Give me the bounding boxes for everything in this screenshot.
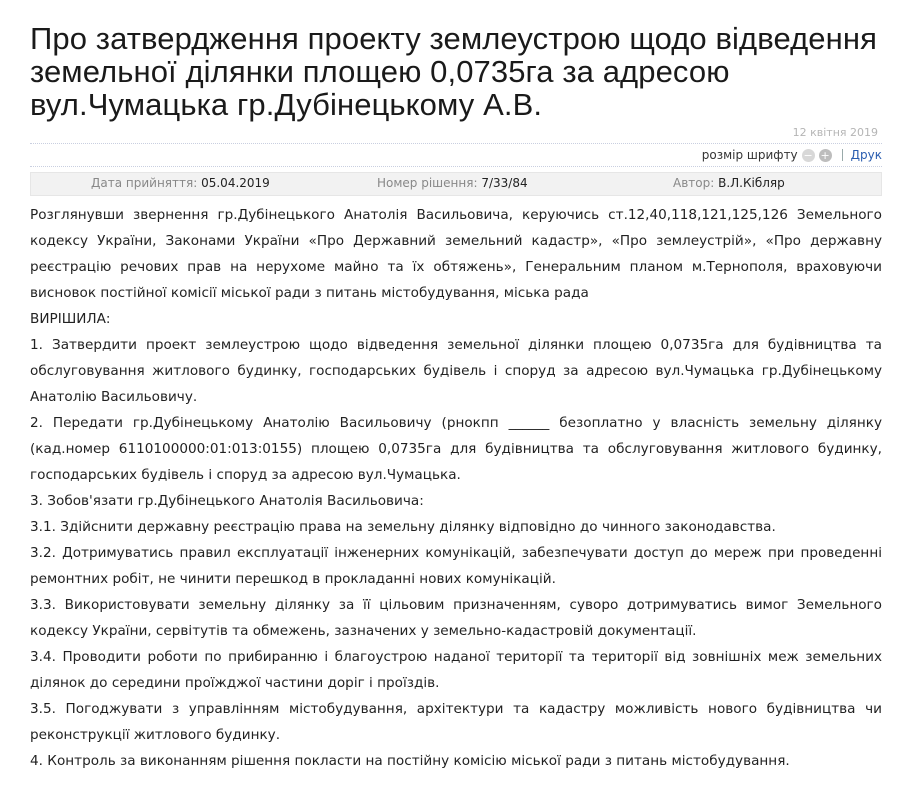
author	[673, 176, 785, 190]
clause-paragraph: 3.3. Використовувати земельну ділянку за її цільовим призначенням, суворо дотримуватись вимог Земельного кодексу України, сервітутів та обмежень, зазначених у земельно-кадастровій документації.	[30, 597, 882, 639]
clause-paragraph: 3.4. Проводити роботи по прибиранню і благоустрою наданої території та території від зовнішніх меж земельних ділянок до середини проїжджої частини доріг і проїздів.	[30, 649, 882, 691]
divider	[30, 166, 882, 167]
decision-number-value: 7/33/84	[481, 176, 528, 190]
page-title: Про затвердження проекту землеустрою щодо відведення земельної ділянки площею 0,0735га за адресою вул.Чумацька гр.Дубінецькому А.В.	[30, 21, 877, 122]
decision-number-label: Номер рішення:	[377, 176, 478, 190]
font-increase-button[interactable]: +	[820, 148, 830, 162]
clause-paragraph: 3. Зобов'язати гр.Дубінецького Анатолія Васильовича:	[30, 493, 424, 509]
font-decrease-button[interactable]: −	[803, 148, 813, 162]
author-value: В.Л.Кібляр	[718, 176, 785, 190]
print-link[interactable]: Друк	[850, 148, 882, 162]
clause-paragraph: 4. Контроль за виконанням рішення покласти на постійну комісію міської ради з питань містобудування.	[30, 753, 790, 769]
divider	[30, 143, 882, 144]
clause-paragraph: 3.2. Дотримуватись правил експлуатації інженерних комунікацій, забезпечувати доступ до мереж при проведенні ремонтних робіт, не чинити перешкод в прокладанні нових комунікацій.	[30, 545, 882, 587]
adopted-date-value: 05.04.2019	[201, 176, 270, 190]
adopted-date-label: Дата прийняття:	[91, 176, 198, 190]
clause-paragraph: 1. Затвердити проект землеустрою щодо відведення земельної ділянки площею 0,0735га для будівництва та обслуговування житлового будинку, господарських будівель і споруд за адресою вул.Чумацька гр.Дубінецькому Анатолію Васильовичу.	[30, 337, 882, 405]
author-label: Автор:	[673, 176, 715, 190]
decision-number	[377, 176, 528, 190]
clause-paragraph: 2. Передати гр.Дубінецькому Анатолію Васильовичу (рнокпп ______ безоплатно у власність земельну ділянку (кад.номер 6110100000:01:013:0155) площею 0,0735га для будівництва та обслуговування житлового будинку, господарських будівель і споруд за адресою вул.Чумацька.	[30, 415, 882, 483]
clause-paragraph: 3.1. Здійснити державну реєстрацію права на земельну ділянку відповідно до чинного законодавства.	[30, 519, 776, 535]
decision-body	[30, 202, 882, 774]
font-size-label: розмір шрифту	[701, 148, 798, 162]
toolbar-divider	[842, 149, 843, 161]
decision-meta	[30, 172, 882, 196]
adopted-date	[91, 176, 270, 190]
article-toolbar	[702, 147, 882, 163]
preamble-paragraph: Розглянувши звернення гр.Дубінецького Анатолія Васильовича, керуючись ст.12,40,118,121,125,126 Земельного кодексу України, Законами України «Про Державний земельний кадастр», «Про землеустрій», «Про державну реєстрацію речових прав на нерухоме майно та їх обтяжень», Генеральним планом м.Тернополя, враховуючи висновок постійної комісії міської ради з питань містобудування, міська рада	[30, 207, 882, 301]
resolved-heading: ВИРІШИЛА:	[30, 311, 111, 327]
clause-paragraph: 3.5. Погоджувати з управлінням містобудування, архітектури та кадастру можливість нового будівництва чи реконструкції житлового будинку.	[30, 701, 882, 743]
publication-date: 12 квітня 2019	[792, 126, 878, 139]
